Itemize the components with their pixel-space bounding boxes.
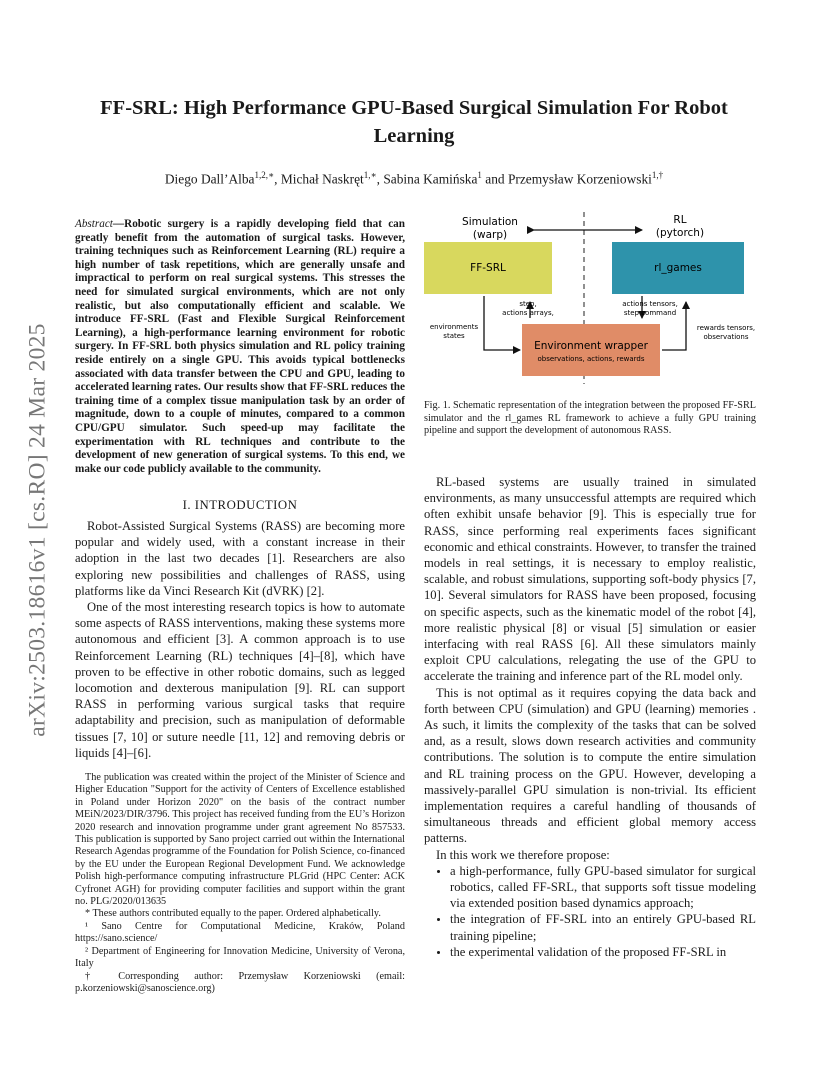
introduction-body	[75, 518, 405, 761]
abstract-text: Robotic surgery is a rapidly developing field that can greatly benefit from the automation of surgical tasks. However, training techniques such as Reinforcement Learning (RL) require a high number of task repetitions, which are generally unsafe and impractical to perform on real surgical systems. This stresses the need for simulated surgical environments, which are not only realistic, but also computationally efficient and scalable. We introduce FF-SRL (Fast and Flexible Surgical Reinforcement Learning), a high-performance learning environment for robotic surgery. In FF-SRL both physics simulation and RL policy training reside entirely on a single GPU. This avoids typical bottlenecks associated with data transfer between the CPU and GPU, leading to accelerated learning rates. Our results show that FF-SRL reduces the training time of a complex tissue manipulation task by an order of magnitude, down to a couple of minutes, compared to a common CPU/GPU simulator. Such speed-up may facilitate the experimentation with RL techniques and contribute to the development of new generation of surgical systems. To this end, we make our code publicly available to the community.	[75, 218, 405, 475]
paper-title: FF-SRL: High Performance GPU-Based Surgical Simulation For Robot Learning	[100, 97, 728, 147]
footnote: * These authors contributed equally to the paper. Ordered alphabetically.	[85, 908, 381, 920]
arrow-ffsrl-to-env	[484, 296, 520, 350]
footnote: ¹ Sano Centre for Computational Medicine, Kraków, Poland https://sano.science/	[75, 920, 405, 945]
sim-label-sub: (warp)	[472, 229, 508, 241]
label-actions-sub: step command	[623, 309, 677, 317]
author-separator: and	[481, 171, 508, 187]
author-affiliation: 1,∗	[363, 170, 377, 180]
label-env-states-sub: states	[443, 332, 465, 340]
paragraph: One of the most interesting research topics is how to automate some aspects of RASS interventions, making these systems more autonomous and efficient [3]. A common approach is to use Reinforcement Learning (RL) techniques [4]–[8], which have proven to be effective in other robotic domains, such as legged locomotion and dexterous manipulation [9]. RL can support RASS in performing various surgical tasks that require adaptability and precision, such as manipulation of deformable tissues [7, 10] or suture needle [11, 12] and removing debris or liquids [4]–[6].	[75, 600, 405, 760]
footnote: ² Department of Engineering for Innovation Medicine, University of Verona, Italy	[75, 945, 405, 970]
right-column-body	[424, 474, 756, 960]
label-rewards: rewards tensors,	[696, 324, 756, 332]
box-rlgames-label: rl_games	[654, 262, 702, 274]
author-affiliation: 1,†	[651, 170, 664, 180]
paragraph: RL-based systems are usually trained in simulated environments, as many unsuccessful attempts are required which often exhibit unsafe behavior [9]. This is especially true for RASS, since performing real experiments faces significant economic and ethical constraints. However, to transfer the trained models in real settings, it is necessary to employ realistic, scalable, and robust simulations, supporting soft-body physics [7, 10]. Several simulators for RASS have been proposed, focusing on specific aspects, such as the kinematic model of the robot [4], more realistic physical [8] or visual [5] simulation or easier interfacing with real RASS [6]. All these simulators mainly exploit CPU calculations, relegating the use of the GPU to accelerate the training and inference part of the RL model only.	[424, 475, 756, 684]
sim-label: Simulation	[462, 216, 518, 228]
author-name: Sabina Kamińska	[383, 171, 478, 187]
author-affiliation: 1	[477, 170, 482, 180]
label-rewards-sub: observations	[703, 333, 749, 341]
rl-label: RL	[673, 214, 687, 226]
box-env-label: Environment wrapper	[534, 340, 648, 352]
label-env-states: environments	[429, 323, 479, 331]
box-ffsrl-label: FF-SRL	[470, 262, 506, 274]
label-step: step,	[519, 300, 537, 308]
abstract-lead: Abstract	[75, 218, 113, 230]
author-name: Diego Dall’Alba	[164, 171, 255, 187]
footnotes	[75, 772, 405, 995]
abstract-dash: —	[112, 218, 125, 230]
arxiv-identifier-text: arXiv:2503.18616v1 [cs.RO] 24 Mar 2025	[24, 323, 51, 737]
author-name: Przemysław Korzeniowski	[507, 171, 652, 187]
figure-caption: Fig. 1. Schematic representation of the integration between the proposed FF-SRL simulator and the rl_games RL framework to achieve a fully GPU training pipeline and support the development of autonomous RASS.	[424, 400, 756, 436]
footnote: † Corresponding author: Przemysław Korzeniowski (email: p.korzeniowski@sanoscience.org)	[75, 970, 405, 994]
label-actions: actions tensors,	[622, 300, 678, 308]
author-name: Michał Naskręt	[280, 171, 364, 187]
contribution-list	[424, 863, 756, 960]
author-list	[60, 170, 768, 187]
paragraph: In this work we therefore propose:	[436, 847, 610, 862]
paragraph: Robot-Assisted Surgical Systems (RASS) are becoming more popular and widely used, with a constant increase in their adoption in the last two decades [1]. Researchers are also exploring new possibilities and challenges of RASS, using platforms like da Vinci Research Kit (dVRK) [2].	[75, 519, 405, 598]
figure-diagram	[424, 206, 758, 388]
abstract	[75, 218, 405, 476]
rl-label-sub: (pytorch)	[655, 227, 705, 239]
box-env-sublabel: observations, actions, rewards	[537, 355, 645, 363]
section-heading-introduction: I. INTRODUCTION	[182, 498, 298, 512]
paragraph: This is not optimal as it requires copying the data back and forth between CPU (simulation) and GPU (learning) memories . As such, it limits the complexity of the tasks that can be solved and, as a result, slows down research activities and community contributions. The solution is to compute the entire simulation and RL training process on the GPU. However, developing a massively-parallel GPU simulation is non-trivial. Its efficient implementation requires a careful handling of thousands of simultaneous threads and efficient global memory access patterns.	[424, 685, 756, 846]
label-step-sub: actions arrays,	[502, 309, 554, 317]
author-separator: ,	[376, 171, 384, 187]
list-item: • the integration of FF-SRL into an entirely GPU-based RL training pipeline;	[450, 911, 756, 943]
author-separator: ,	[274, 171, 281, 187]
list-item: • a high-performance, fully GPU-based simulator for surgical robotics, called FF-SRL, that supports soft tissue modeling via extended position based dynamics approach;	[450, 863, 756, 912]
list-item: • the experimental validation of the proposed FF-SRL in	[450, 944, 756, 960]
author-affiliation: 1,2,∗	[254, 170, 275, 180]
arxiv-identifier	[18, 290, 58, 770]
footnote-funding: The publication was created within the project of the Minister of Science and Higher Education "Support for the activity of Centers of Excellence established in Poland under Horizon 2020" on the basis of the contract number MEiN/2023/DIR/3796. This project has received funding from the EU’s Horizon 2020 research and innovation programme under grant agreement No 857533. This publication is supported by Sano project carried out within the International Research Agendas programme of the Foundation for Polish Science, co-financed by the EU under the European Regional Development Fund. We acknowledge Polish high-performance computing infrastructure PLGrid (HPC Center: ACK Cyfronet AGH) for providing computer facilities and support within the grant no. PLG/2020/013635	[75, 772, 405, 908]
